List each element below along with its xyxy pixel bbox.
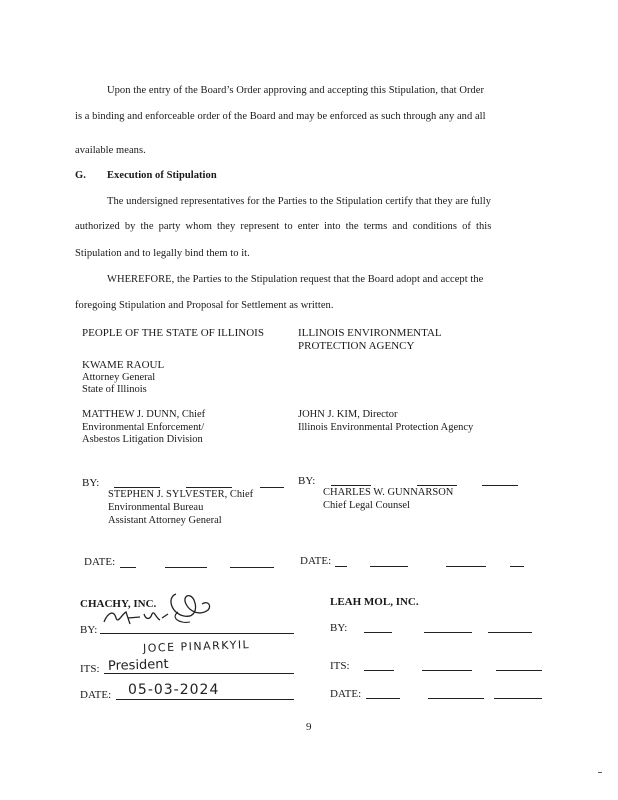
leah-its-line-3 bbox=[496, 670, 542, 671]
left-party-title-2: State of Illinois bbox=[82, 384, 147, 395]
right-date-label: DATE: bbox=[300, 555, 332, 567]
left-by-line-1 bbox=[114, 487, 160, 488]
leah-its-line-1 bbox=[364, 670, 394, 671]
left-signer-name: STEPHEN J. SYLVESTER, Chief bbox=[108, 489, 254, 500]
leah-company: LEAH MOL, INC. bbox=[330, 596, 419, 608]
chachy-its-value: President bbox=[107, 656, 169, 675]
chachy-date-line bbox=[116, 699, 294, 700]
chachy-signature-scrawl bbox=[100, 584, 220, 634]
left-date-line-2 bbox=[165, 567, 207, 568]
right-signer-title: Chief Legal Counsel bbox=[323, 500, 410, 511]
right-date-line-2 bbox=[370, 566, 408, 567]
leah-by-label: BY: bbox=[330, 622, 348, 634]
right-by-line-2 bbox=[417, 485, 457, 486]
leah-by-line-1 bbox=[364, 632, 392, 633]
chachy-date-label: DATE: bbox=[80, 689, 112, 701]
right-rep-name: JOHN J. KIM, Director bbox=[298, 409, 398, 420]
chachy-by-label: BY: bbox=[80, 624, 98, 636]
leah-date-line-2 bbox=[428, 698, 484, 699]
left-signer-title-2: Assistant Attorney General bbox=[108, 515, 222, 526]
right-date-line-1 bbox=[335, 566, 347, 567]
chachy-date-value: 05-03-2024 bbox=[128, 682, 220, 698]
right-rep-title: Illinois Environmental Protection Agency bbox=[298, 422, 474, 433]
left-rep-name: MATTHEW J. DUNN, Chief bbox=[82, 409, 206, 420]
left-date-line-1 bbox=[120, 567, 136, 568]
leah-date-line-3 bbox=[494, 698, 542, 699]
leah-by-line-3 bbox=[488, 632, 532, 633]
left-party-name: KWAME RAOUL bbox=[82, 359, 165, 371]
para-2-line-3: Stipulation and to legally bind them to it. bbox=[75, 248, 250, 259]
right-party-header-2: PROTECTION AGENCY bbox=[298, 340, 415, 352]
right-by-line-3 bbox=[482, 485, 518, 486]
left-rep-title-1: Environmental Enforcement/ bbox=[82, 422, 205, 433]
left-date-line-3 bbox=[230, 567, 274, 568]
left-by-line-3 bbox=[260, 487, 284, 488]
para-2-line-2: authorized by the party whom they represent to enter into the terms and conditions of this bbox=[75, 221, 492, 232]
para-3-line-1: WHEREFORE, the Parties to the Stipulation request that the Board adopt and accept the bbox=[107, 274, 484, 285]
left-rep-title-2: Asbestos Litigation Division bbox=[82, 434, 203, 445]
para-2-line-1: The undersigned representatives for the Parties to the Stipulation certify that they are fully bbox=[107, 196, 492, 207]
left-party-header: PEOPLE OF THE STATE OF ILLINOIS bbox=[82, 327, 264, 339]
leah-its-label: ITS: bbox=[330, 660, 350, 672]
left-signer-title-1: Environmental Bureau bbox=[108, 502, 204, 513]
right-date-line-4 bbox=[510, 566, 524, 567]
right-by-line-1 bbox=[331, 485, 371, 486]
section-letter: G. bbox=[75, 170, 86, 181]
chachy-signature-print: JOCE PINARKYIL bbox=[142, 638, 251, 655]
right-party-header-1: ILLINOIS ENVIRONMENTAL bbox=[298, 327, 442, 339]
leah-by-line-2 bbox=[424, 632, 472, 633]
right-date-line-3 bbox=[446, 566, 486, 567]
leah-date-label: DATE: bbox=[330, 688, 362, 700]
para-3-line-2: foregoing Stipulation and Proposal for Settlement as written. bbox=[75, 300, 334, 311]
left-date-label: DATE: bbox=[84, 556, 116, 568]
stray-mark bbox=[598, 772, 602, 773]
page-number: 9 bbox=[306, 721, 312, 733]
right-by-label: BY: bbox=[298, 475, 316, 487]
leah-its-line-2 bbox=[422, 670, 472, 671]
left-party-title-1: Attorney General bbox=[82, 372, 156, 383]
left-by-line-2 bbox=[186, 487, 232, 488]
left-by-label: BY: bbox=[82, 477, 100, 489]
para-1-line-3: available means. bbox=[75, 145, 146, 156]
right-signer-name: CHARLES W. GUNNARSON bbox=[323, 487, 454, 498]
chachy-its-label: ITS: bbox=[80, 663, 100, 675]
chachy-company: CHACHY, INC. bbox=[80, 598, 157, 610]
para-1-line-1: Upon the entry of the Board’s Order approving and accepting this Stipulation, that Order bbox=[107, 85, 485, 96]
para-1-line-2: is a binding and enforceable order of the Board and may be enforced as such through any and all bbox=[75, 111, 486, 122]
leah-date-line-1 bbox=[366, 698, 400, 699]
section-title: Execution of Stipulation bbox=[107, 170, 217, 181]
